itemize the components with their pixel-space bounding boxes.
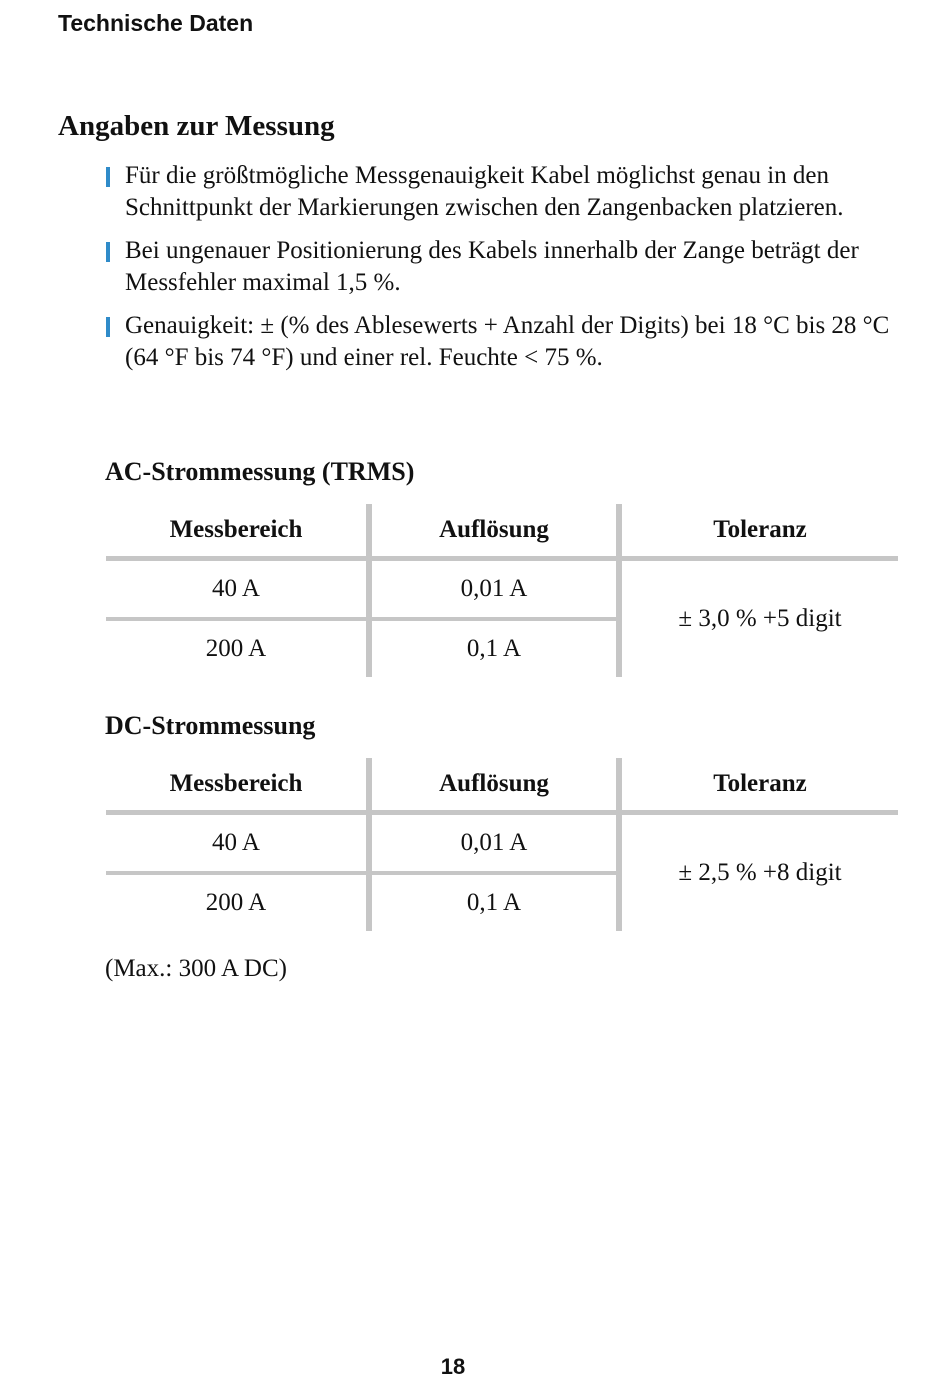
dc-table-heading: DC-Strommessung [105, 711, 316, 740]
resolution-cell: 0,01 A [369, 559, 619, 620]
bullet-bar-icon [106, 167, 110, 187]
list-item [105, 235, 895, 298]
dc-current-table [106, 758, 898, 931]
table-row [106, 813, 898, 874]
list-item-text: Bei ungenauer Positionierung des Kabels innerhalb der Zange beträgt der Messfehler maximal 1,5 %. [125, 237, 859, 296]
ac-table-heading: AC-Strommessung (TRMS) [105, 457, 415, 486]
measurement-notes-list [105, 160, 895, 385]
column-header-resolution: Auflösung [369, 758, 619, 813]
running-header-title: Technische Daten [58, 10, 254, 36]
list-item [105, 310, 895, 373]
page-number: 18 [440, 1354, 466, 1379]
range-cell: 200 A [205, 635, 267, 662]
range-cell: 40 A [106, 813, 369, 874]
resolution-cell: 0,1 A [369, 619, 619, 677]
column-header-resolution: Auflösung [369, 504, 619, 559]
range-cell: 200 A [205, 889, 267, 916]
max-current-note: (Max.: 300 A DC) [105, 955, 287, 982]
column-header-tolerance: Toleranz [619, 758, 898, 813]
ac-current-table [106, 504, 898, 677]
tolerance-cell: ± 3,0 % +5 digit [619, 559, 898, 678]
tolerance-cell: ± 2,5 % +8 digit [619, 813, 898, 932]
list-item [105, 160, 895, 223]
table-header-row [106, 504, 898, 559]
bullet-bar-icon [106, 242, 110, 262]
section-title: Angaben zur Messung [58, 110, 335, 142]
column-header-range: Messbereich [106, 504, 369, 559]
column-header-tolerance: Toleranz [619, 504, 898, 559]
resolution-cell: 0,1 A [369, 873, 619, 931]
bullet-bar-icon [106, 317, 110, 337]
list-item-text: Für die größtmögliche Messgenauigkeit Kabel möglichst genau in den Schnittpunkt der Markierungen zwischen den Zangenbacken platzieren. [125, 162, 844, 221]
resolution-cell: 0,01 A [369, 813, 619, 874]
table-header-row [106, 758, 898, 813]
table-row [106, 559, 898, 620]
column-header-range: Messbereich [106, 758, 369, 813]
range-cell: 40 A [106, 559, 369, 620]
list-item-text: Genauigkeit: ± (% des Ablesewerts + Anzahl der Digits) bei 18 °C bis 28 °C (64 °F bis 74 °F) und einer rel. Feuchte < 75 %. [125, 312, 890, 371]
